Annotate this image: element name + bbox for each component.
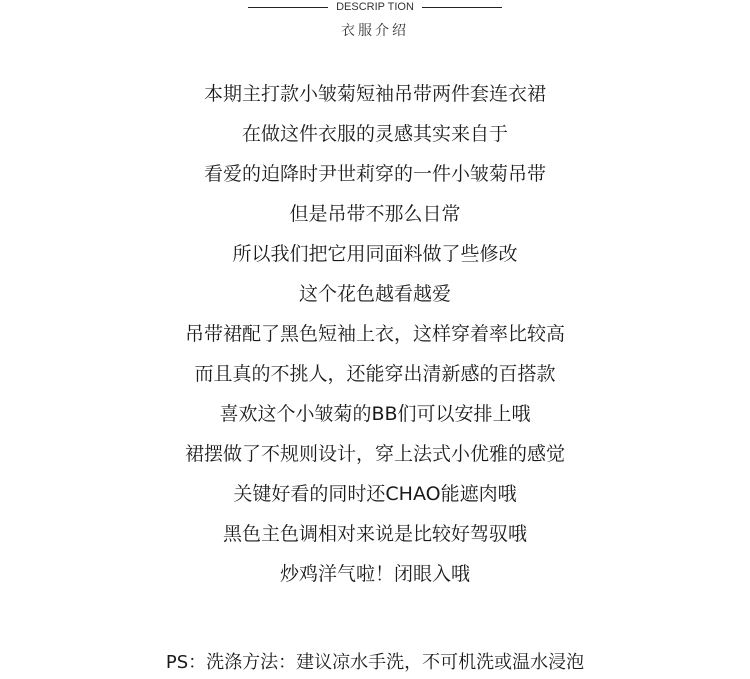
header-title-cn: 衣服介绍 <box>341 23 409 39</box>
description-line: 喜欢这个小皱菊的BB们可以安排上哦 <box>219 403 531 425</box>
description-line: 黑色主色调相对来说是比较好驾驭哦 <box>222 523 527 545</box>
description-line: 本期主打款小皱菊短袖吊带两件套连衣裙 <box>203 83 546 105</box>
header-left-rule <box>248 7 328 8</box>
description-line: 在做这件衣服的灵感其实来自于 <box>241 123 508 145</box>
header-title-en: DESCRIP TION <box>336 1 414 13</box>
description-line: 而且真的不挑人，还能穿出清新感的百搭款 <box>194 363 556 385</box>
description-line: 吊带裙配了黑色短袖上衣，这样穿着率比较高 <box>184 323 565 345</box>
description-line: 这个花色越看越爱 <box>298 283 451 305</box>
header-right-rule <box>422 7 502 8</box>
description-line: 看爱的迫降时尹世莉穿的一件小皱菊吊带 <box>203 163 546 185</box>
description-line: 所以我们把它用同面料做了些修改 <box>232 243 518 265</box>
description-line: 关键好看的同时还CHAO能遮肉哦 <box>233 483 517 505</box>
description-line: 炒鸡洋气啦！闭眼入哦 <box>279 563 470 585</box>
description-line: 裙摆做了不规则设计，穿上法式小优雅的感觉 <box>184 443 565 465</box>
description-line: 但是吊带不那么日常 <box>289 203 461 225</box>
washing-instructions: PS：洗涤方法：建议凉水手洗，不可机洗或温水浸泡 <box>165 652 585 673</box>
section-header <box>0 0 750 48</box>
description-lines <box>0 80 750 600</box>
header-title-row <box>0 0 750 14</box>
